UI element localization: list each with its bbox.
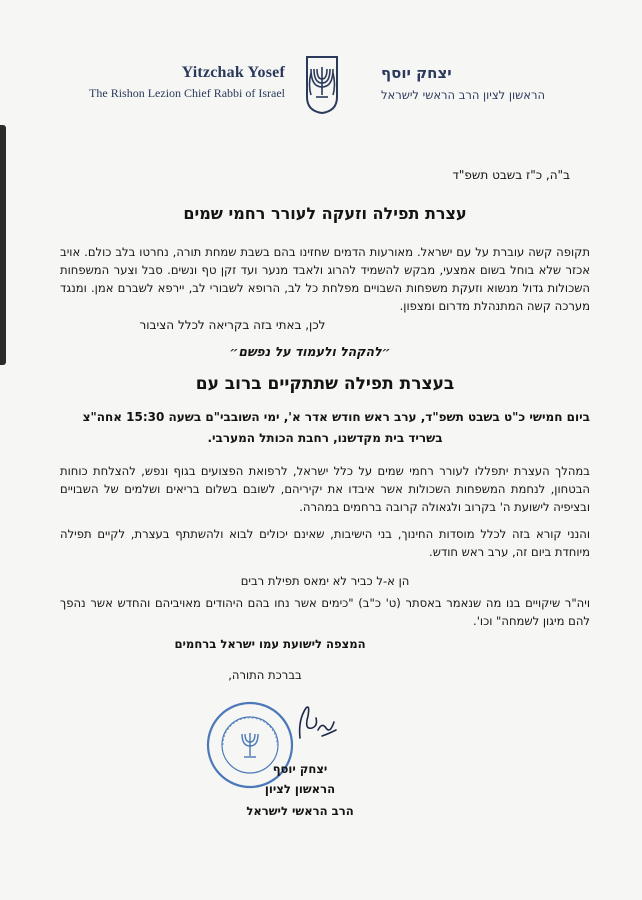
signature-role-2: הרב הראשי לישראל — [246, 804, 354, 818]
header-he-title: הראשון לציון הרב הראשי לישראל — [381, 88, 545, 102]
header-he-name: יצחק יוסף — [381, 64, 452, 82]
header-en-title: The Rishon Lezion Chief Rabbi of Israel — [89, 86, 285, 100]
scroll-edge-handle[interactable] — [0, 125, 6, 365]
signature-name: יצחק יוסף — [272, 762, 328, 776]
blessing-line: בברכת התורה, — [228, 668, 302, 682]
official-stamp-icon — [205, 700, 295, 790]
event-place-line: בשריד בית מקדשנו, רחבת הכותל המערבי. — [207, 431, 443, 445]
paragraph-2: במהלך העצרת יתפללו לעורר רחמי שמים על כלל ישראל, לרפואת הפצועים בגוף ונפש, להצלחת כוחות הבטחון, לנחמת המשפחות השכולות אשר איבדו את יקיריהם, לשובם בשלום בריאים ושלמים של השבויים ובציפיה לישועת ה' בקרוב ולגאולה קרובה ברחמים במהרה. — [60, 464, 590, 514]
header-english — [60, 64, 285, 101]
signature-role-1: הראשון לציון — [264, 782, 336, 796]
closing-line: המצפה לישועת עמו ישראל ברחמים — [174, 637, 366, 651]
header-en-name: Yitzchak Yosef — [181, 64, 285, 81]
menorah-emblem-icon — [303, 55, 341, 115]
paragraph-1: תקופה קשה עוברת על עם ישראל. מאורעות הדמים שחזינו בהם בשבת שמחת תורה, נחרטו בלב כולם. אויב אכזר שלא בוחל בשום אמצעי, מבקש להשמיד להרוג ולאבד מנער ועד זקן טף ונשים. סבל וצער המשפחות השכולות גדול מנשוא וזעקת משפחות השבויים מפלחת כל לב, הרופא לשבורי לב, יירפא לשברם אמן. ומנגד מערכה קשה המתנהלת מדרום ומצפון. — [60, 245, 590, 313]
event-heading: בעצרת תפילה שתתקיים ברוב עם — [195, 374, 455, 394]
letter-date: ב"ה, כ"ז בשבט תשפ"ד — [452, 168, 570, 182]
paragraph-3: והנני קורא בזה לכלל מוסדות החינוך, בני הישיבות, שאינם יכולים לבוא ולהשתתף בעצרת, לקיים תפילה מיוחדת ביום זה, ערב ראש חודש. — [60, 527, 590, 559]
quote-line: ״להקהל ולעמוד על נפשם״ — [229, 344, 391, 359]
event-time-line: ביום חמישי כ"ט בשבט תשפ"ד, ערב ראש חודש אדר א', ימי השובבי"ם בשעה 15:30 אחה"צ — [82, 410, 590, 424]
paragraph-4: הן א-ל כביר לא ימאס תפילת רבים — [240, 574, 410, 588]
letter-heading: עצרת תפילה וזעקה לעורר רחמי שמים — [183, 204, 467, 223]
handwritten-signature-icon — [292, 700, 342, 746]
header-hebrew — [381, 64, 606, 102]
paragraph-5: ויה"ר שיקויים בנו מה שנאמר באסתר (ט' כ"ב) "כימים אשר נחו בהם היהודים מאויביהם והחדש אשר נהפך להם מיגון לשמחה" וכו'. — [60, 596, 590, 628]
call-line: לכן, באתי בזה בקריאה לכלל הציבור — [139, 318, 326, 332]
